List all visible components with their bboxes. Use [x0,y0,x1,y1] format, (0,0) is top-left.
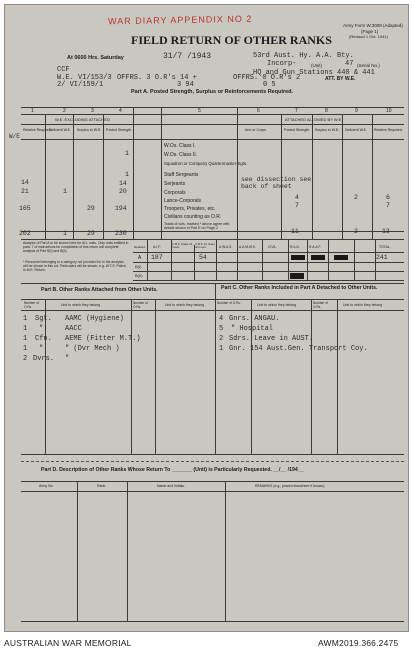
col-number: 7 [295,108,298,114]
part-b-col: Number of O.Rs. [133,301,148,309]
blackout-cell [290,273,304,279]
part-b-num: 2 [23,355,28,363]
part-b-num: 1 [23,325,28,333]
analysis-col: C.M.F. 21 Years and over. [195,242,215,249]
part-b-unit: AAMC (Hygiene) [65,315,124,323]
col-header: Relative Required. [23,128,52,132]
rank-label: Squadron or Company Quartermaster-Sgts. [164,161,248,166]
part-c-col: Number of O.Rs. [217,301,241,305]
part-c-text: Sdrs. Leave in AUST. [229,335,314,343]
war-diary-stamp: WAR DIARY APPENDIX NO 2 [107,13,253,27]
part-d-heading: Part D. Description of Other Ranks Whose Return To _______ (Unit) is Particularly Requested. __/__ /194__ [41,467,304,473]
part-d-col: REMARKS (e.g., placed elsewhere if known). [255,484,326,488]
form-reference: Army Form W.3009 (Adapted) [343,23,403,28]
analysis-total: 241 [376,254,388,261]
part-b-rank: Cfn. [35,335,52,343]
part-b-num: 1 [23,335,28,343]
col-number: 6 [257,108,260,114]
analysis-col: Detailed. [134,245,146,249]
col-number: 9 [355,108,358,114]
part-d-col: Rank. [97,484,107,488]
header-date: 31/7 /1943 [163,52,212,61]
cell: 29 [87,205,95,212]
part-c-text: Gnr. 154 Aust.Gen. Transport Coy. [229,345,368,353]
header-stations: HQ and Gun Stations 440 & 441 [253,69,375,77]
part-b-rank: " [39,345,44,353]
header-incorp: Incorp- [267,60,297,68]
header-we1: W.E. VI/153/3 [57,74,112,82]
cell: 2 [354,194,358,201]
part-b-unit: " [65,355,70,363]
col-header: Deficient W.E. [49,128,71,132]
col-number: 4 [119,108,122,114]
dissection-note: see dissection see back of sheet [241,176,312,190]
analysis-row-label: B(II) [135,273,143,278]
we-marker: W/E [9,133,20,140]
rank-label: Troopers, Privates, etc. [164,206,216,212]
part-c-num: 2 [219,335,224,343]
analysis-col: A.I.F. [153,245,161,249]
cell: 4 [295,194,299,201]
cell: 11 [291,228,299,235]
header-we2: 2/ VI/159/1 [57,81,104,89]
cell: 14 [21,179,29,186]
cell: 6 [386,194,390,201]
col-number: 2 [63,108,66,114]
cell: 20 [119,188,127,195]
header-offrs2: OFFRS. 0 O.R's 2 [233,74,301,82]
rank-label: Civilians counting as O.R. [164,214,222,220]
cell: 21 [21,188,29,195]
header-offrs: OFFRS. 3 O.R's 14 + [117,74,197,82]
form-sheet [4,4,409,632]
col-header: Surplus to W.E. [77,128,102,132]
cell: 202 [19,230,31,237]
part-b-rank: " [39,325,44,333]
analysis-cmf21: 54 [199,254,207,261]
analysis-row-label: B(I) [135,264,142,269]
part-b-num: 1 [23,345,28,353]
header-unit: 53rd Aust. Hy. A.A. Bty. [253,52,354,60]
part-b-col: Unit to which they belong [61,303,101,307]
analysis-row-label: A [138,255,142,261]
analysis-col: A.W.A.S. [219,245,233,249]
col-header: Posted Strength. [106,128,133,132]
left-group-header: W.E. EXCLUDING ATTACHED. [55,117,111,122]
part-b-col: Number of O.Rs. [24,301,39,309]
col-number: 3 [91,108,94,114]
part-b-unit: AEME (Fitter M.T.) [65,335,141,343]
cell: 7 [386,202,390,209]
form-page: (Page 1) [361,29,379,34]
col-header: Arm or Corps. [245,128,267,132]
form-title: FIELD RETURN OF OTHER RANKS [131,33,332,47]
cell: 7 [295,202,299,209]
cell: 2 [354,228,358,235]
cell: 29 [87,230,95,237]
rank-label: W.Os. Class II. [164,152,198,158]
header-we2-tail: 0 5 [263,81,276,89]
part-b-unit: AACC [65,325,82,333]
cell: 1 [125,150,129,157]
analysis-col: R.A.N. [290,245,300,249]
part-d-col: Army No. [39,484,54,488]
analysis-col: C.M.F. Under 21 Years. [172,242,193,249]
part-c-heading: Part C. Other Ranks Included in Part A Detached to Other Units. [221,285,378,291]
rank-label: Serjeants [164,181,186,187]
header-we2-nums: 3 94 [177,81,194,89]
blackout-cell [291,255,305,260]
analysis-note-2: * Personnel belonging to a category not provided for in the analysis will be shown in this col. Particulars will be shown, e.g. W.T.S. Police, in M.E. Return. [23,260,127,272]
analysis-col: R.A.A.F. [309,245,322,249]
part-c-num: 4 [219,315,224,323]
part-c-text: " Hospital [231,325,274,333]
part-b-unit: " (Dvr Mech ) [65,345,120,353]
col-header: Surplus to W.E. [315,128,340,132]
col-header: Posted Strength. [284,128,311,132]
footer-left: AUSTRALIAN WAR MEMORIAL [4,638,132,648]
cell: 14 [119,180,127,187]
rank-label: Staff Sergeants [164,172,199,178]
cell: 1 [125,171,129,178]
col-number: 10 [386,108,392,114]
header-att: ATT. BY W.E. [325,76,356,82]
part-c-num: 1 [219,345,224,353]
cell: 194 [115,205,127,212]
part-b-rank: Dvrs. [33,355,55,363]
analysis-col: TOTAL. [379,245,391,249]
part-c-col: Unit to which they belong [343,303,383,307]
part-b-num: 1 [23,315,28,323]
cell: 1 [63,188,67,195]
analysis-note: Analysis of Part A to be shown here for ALL units. Only units entitled in para. 7 of instructions for compilation of this return will complete analysis of Part B(I) and B(II). [23,241,129,253]
analysis-col: A.A.M.W.S. [239,245,256,249]
footer-right: AWM2019.366.2475 [318,638,399,648]
header-serial-label: (Serial No.) [357,63,380,68]
col-number: 1 [31,108,34,114]
cell: 230 [115,230,127,237]
cell: 165 [19,205,31,212]
rank-label: Lance-Corporals [164,198,201,204]
header-unit-label: (Unit) [311,63,322,68]
blackout-cell [311,255,325,260]
part-c-text: Gnrs. ANGAU. [229,315,280,323]
cell: 13 [382,228,390,235]
part-a-heading: Part A. Posted Strength, Surplus or Reinforcements Required. [131,89,294,95]
col-number: 8 [325,108,328,114]
part-c-col: Number of O.Rs. [313,301,328,309]
rank-label: Corporals [164,190,186,196]
col-header: Deficient W.E. [345,128,367,132]
cell: 1 [63,230,67,237]
part-c-num: 5 [219,325,224,333]
part-b-rank: Sgt. [35,315,52,323]
analysis-aif: 187 [151,254,163,261]
rank-label: Totals of cols. marked * above agree with details shown in Part E on Page 2 [164,222,230,230]
col-header: Relative Required. [374,128,403,132]
col-number: 5 [198,108,201,114]
part-d-col: Name and Initials. [157,484,186,488]
analysis-col: CIVIL. [268,245,278,249]
rank-label: W.Os. Class I. [164,143,196,149]
part-b-heading: Part B. Other Ranks Attached from Other Units. [41,287,158,293]
form-revision: (Revised 1 Oct. 1941) [349,34,388,39]
right-group-header: ATTACHED ALLOWED BY W.E. [285,117,343,122]
blackout-cell [334,255,348,260]
part-b-col: Unit to which they belong [165,303,205,307]
header-ccf: CCF [57,66,70,74]
part-c-col: Unit to which they belong [257,303,297,307]
header-serial: 47 [345,60,354,68]
header-at-label: At 0600 Hrs. Saturday [67,55,124,61]
